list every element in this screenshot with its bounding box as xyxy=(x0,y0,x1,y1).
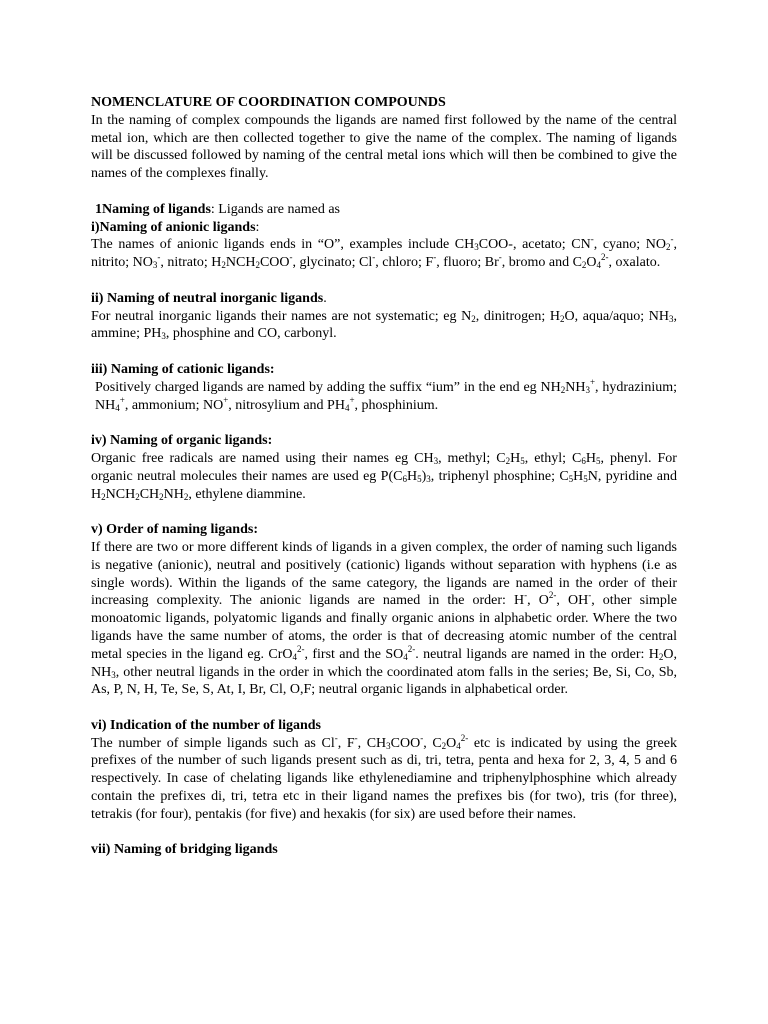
text-run: CH xyxy=(139,486,160,502)
subscript: 2 xyxy=(221,260,226,271)
section-order-heading xyxy=(91,521,677,539)
text-run: , oxalato. xyxy=(608,255,661,271)
section-organic-heading xyxy=(91,432,677,450)
text-run: Positively charged ligands are named by adding the suffix “ium” in the end eg NH xyxy=(95,379,561,395)
subscript: 3 xyxy=(474,242,479,253)
subscript: 5 xyxy=(596,455,601,466)
subscript: 5 xyxy=(417,473,422,484)
document-title xyxy=(91,94,677,112)
subscript: 4 xyxy=(456,740,461,751)
text-run: , C xyxy=(423,735,442,751)
text-run: O xyxy=(446,735,457,751)
subscript: 2 xyxy=(560,313,565,324)
text-run: iv) Naming of organic ligands: xyxy=(91,433,273,449)
text-run: , dinitrogen; H xyxy=(475,308,561,324)
subscript: 5 xyxy=(568,473,574,484)
subscript: 2 xyxy=(135,491,140,502)
text-run: i)Naming of anionic ligands xyxy=(91,219,256,235)
subscript: 2 xyxy=(183,491,189,502)
text-run: : xyxy=(255,219,260,235)
text-run: NOMENCLATURE OF COORDINATION COMPOUNDS xyxy=(91,95,446,110)
subscript: 2 xyxy=(471,313,476,324)
superscript: + xyxy=(223,394,229,405)
document-body xyxy=(91,94,677,859)
text-run: , chloro; F xyxy=(375,255,434,271)
subscript: 2 xyxy=(665,242,671,253)
subscript: 2 xyxy=(658,651,664,662)
text-run: , other neutral ligands in the order in which the coordinated atom falls in the series; Be, Si, Co, Sb, As, P, N, H, Te, Se, S, At, I, Br, Cl, O,F; neutral organic ligands in alphabetical order. xyxy=(91,664,677,698)
subscript: 3 xyxy=(669,313,674,324)
spacer xyxy=(91,503,677,521)
text-run: , ammine; PH xyxy=(91,308,677,342)
superscript: - xyxy=(354,732,358,743)
superscript: - xyxy=(670,234,674,245)
superscript: 2- xyxy=(548,590,557,601)
text-run: v) Order of naming ligands: xyxy=(91,522,258,538)
text-run: , OH xyxy=(556,593,589,609)
section-number-paragraph xyxy=(91,732,677,824)
subscript: 3 xyxy=(585,384,590,395)
superscript: + xyxy=(349,394,355,405)
intro-paragraph: In the naming of complex compounds the ligands are named first followed by the name of the central metal ion, which are then collected together to give the name of the complex. The naming of ligands will be discussed followed by naming of the central metal ions which will then be combined to give the names of the complexes finally. xyxy=(91,112,677,182)
text-run: . xyxy=(323,290,327,306)
text-run: , nitrito; NO xyxy=(91,237,677,271)
text-run: N, pyridine and H xyxy=(91,468,678,502)
superscript: - xyxy=(588,590,592,601)
subscript: 4 xyxy=(403,651,408,662)
subscript: 4 xyxy=(596,260,602,271)
text-run: COO-, acetato; CN xyxy=(478,237,591,253)
superscript: - xyxy=(372,252,376,263)
text-run: , nitrato; H xyxy=(160,255,222,271)
text-run: ) xyxy=(421,468,427,484)
text-run: vii) Naming of bridging ligands xyxy=(91,842,278,858)
text-run: Organic free radicals are named using their names eg CH xyxy=(91,450,434,466)
text-run: H xyxy=(510,450,521,466)
text-run: , CH xyxy=(357,735,387,751)
superscript: - xyxy=(498,252,502,263)
text-run: , methyl; C xyxy=(438,450,506,466)
text-run: , triphenyl phosphine; C xyxy=(430,468,569,484)
text-run: : Ligands are named as xyxy=(210,201,340,217)
text-run: O, aqua/aquo; NH xyxy=(564,308,669,324)
text-run: , glycinato; Cl xyxy=(292,255,373,271)
text-run: , cyano; NO xyxy=(593,237,666,253)
text-run: 1Naming of ligands xyxy=(95,201,211,217)
text-run: , F xyxy=(337,735,355,751)
superscript: 2- xyxy=(297,643,305,654)
superscript: 2- xyxy=(407,643,416,654)
section-number-heading xyxy=(91,717,677,735)
superscript: - xyxy=(289,252,293,263)
text-run: H xyxy=(406,468,418,484)
text-run: , other simple monoatomic ligands, polyatomic ligands and finally organic anions in alphabetic order. Where the two ligands have the same number of atoms, the order is that of decreasing atomic number of the central metal species in the ligand eg. CrO xyxy=(91,593,677,662)
text-run: For neutral inorganic ligands their names are not systematic; eg N xyxy=(91,308,472,324)
subscript: 4 xyxy=(115,402,120,413)
text-run: NH xyxy=(163,486,184,502)
subscript: 2 xyxy=(441,740,447,751)
subscript: 2 xyxy=(255,260,260,271)
text-run: , bromo and C xyxy=(501,255,582,271)
text-run: , ammonium; NO xyxy=(124,397,224,413)
superscript: 2- xyxy=(601,252,609,263)
section-1-heading xyxy=(91,201,677,219)
text-run: O xyxy=(586,255,597,271)
text-run: , hydrazinium; NH xyxy=(95,379,677,413)
text-run: , ethyl; C xyxy=(524,450,582,466)
text-run: , phenyl. For organic neutral molecules their names are used eg P(C xyxy=(91,450,677,484)
subscript: 3 xyxy=(161,331,166,342)
subscript: 3 xyxy=(433,455,439,466)
spacer xyxy=(91,824,677,842)
subscript: 6 xyxy=(402,473,407,484)
subscript: 5 xyxy=(583,473,588,484)
section-neutral-paragraph xyxy=(91,308,677,344)
text-run: , ethylene diammine. xyxy=(188,486,306,502)
text-run: , phosphinium. xyxy=(354,397,439,413)
text-run: NCH xyxy=(225,255,256,271)
text-run: NCH xyxy=(105,486,136,502)
superscript: + xyxy=(119,394,125,405)
superscript: - xyxy=(433,252,437,263)
text-run: . neutral ligands are named in the order: H xyxy=(415,646,659,662)
subscript: 2 xyxy=(101,491,106,502)
section-order-paragraph xyxy=(91,539,677,699)
spacer xyxy=(91,183,677,201)
text-run: The number of simple ligands such as Cl xyxy=(91,735,335,751)
text-run: ii) Naming of neutral inorganic ligands xyxy=(91,290,324,306)
subscript: 3 xyxy=(386,740,391,751)
spacer xyxy=(91,414,677,432)
text-run: H xyxy=(585,450,596,466)
superscript: - xyxy=(524,590,528,601)
subscript: 6 xyxy=(581,455,586,466)
subscript: 3 xyxy=(426,473,431,484)
text-run: O, NH xyxy=(91,646,678,680)
text-run: The names of anionic ligands ends in “O”, examples include CH xyxy=(91,237,475,253)
superscript: - xyxy=(157,252,161,263)
subscript: 4 xyxy=(344,402,350,413)
text-run: etc is indicated by using the greek prefixes of the number of such ligands present such as di, tri, tetra, penta and hexa for 2, 3, 4, 5 and 6 respectively. In case of chelating ligands like ethylenediamine and triphenylphosphine which already contain the prefixes di, tri, tetra etc in their ligand names the prefixes bis (for two), tris (for three), tetrakis (for four), pentakis (for five) and hexakis (for six) are used before their names. xyxy=(91,735,677,822)
text-run: , phosphine and CO, carbonyl. xyxy=(165,326,337,342)
section-neutral-heading xyxy=(91,290,677,308)
superscript: 2- xyxy=(460,732,469,743)
text-run: iii) Naming of cationic ligands: xyxy=(91,361,275,377)
text-run: , first and the SO xyxy=(304,646,404,662)
subscript: 5 xyxy=(520,455,525,466)
section-bridging-heading xyxy=(91,841,677,859)
spacer xyxy=(91,699,677,717)
superscript: - xyxy=(590,234,594,245)
subscript: 2 xyxy=(581,260,587,271)
subscript: 3 xyxy=(111,669,116,680)
section-organic-paragraph xyxy=(91,450,677,503)
section-cationic-paragraph xyxy=(91,376,677,415)
spacer xyxy=(91,343,677,361)
section-anionic-heading xyxy=(91,219,677,237)
subscript: 2 xyxy=(560,384,566,395)
superscript: + xyxy=(589,376,596,387)
subscript: 3 xyxy=(152,260,158,271)
text-run: COO xyxy=(390,735,421,751)
spacer xyxy=(91,272,677,290)
text-run: , nitrosylium and PH xyxy=(228,397,345,413)
subscript: 2 xyxy=(159,491,164,502)
subscript: 2 xyxy=(505,455,511,466)
text-run: If there are two or more different kinds of ligands in a given complex, the order of naming such ligands is negative (anionic), neutral and positively (cationic) ligands without separation with hyphens (i.e as single words). Within the ligands of the same category, the ligands are named in the order of their increasing complexity. The anionic ligands are named in the order: H xyxy=(91,539,677,609)
text-run: H xyxy=(573,468,584,484)
text-run: , fluoro; Br xyxy=(436,255,499,271)
text-run: , O xyxy=(527,593,549,609)
text-run: vi) Indication of the number of ligands xyxy=(91,717,321,733)
superscript: - xyxy=(334,732,338,743)
subscript: 4 xyxy=(292,651,298,662)
text-run: COO xyxy=(259,255,290,271)
superscript: - xyxy=(420,732,424,743)
text-run: NH xyxy=(565,379,586,395)
section-anionic-paragraph xyxy=(91,236,677,272)
